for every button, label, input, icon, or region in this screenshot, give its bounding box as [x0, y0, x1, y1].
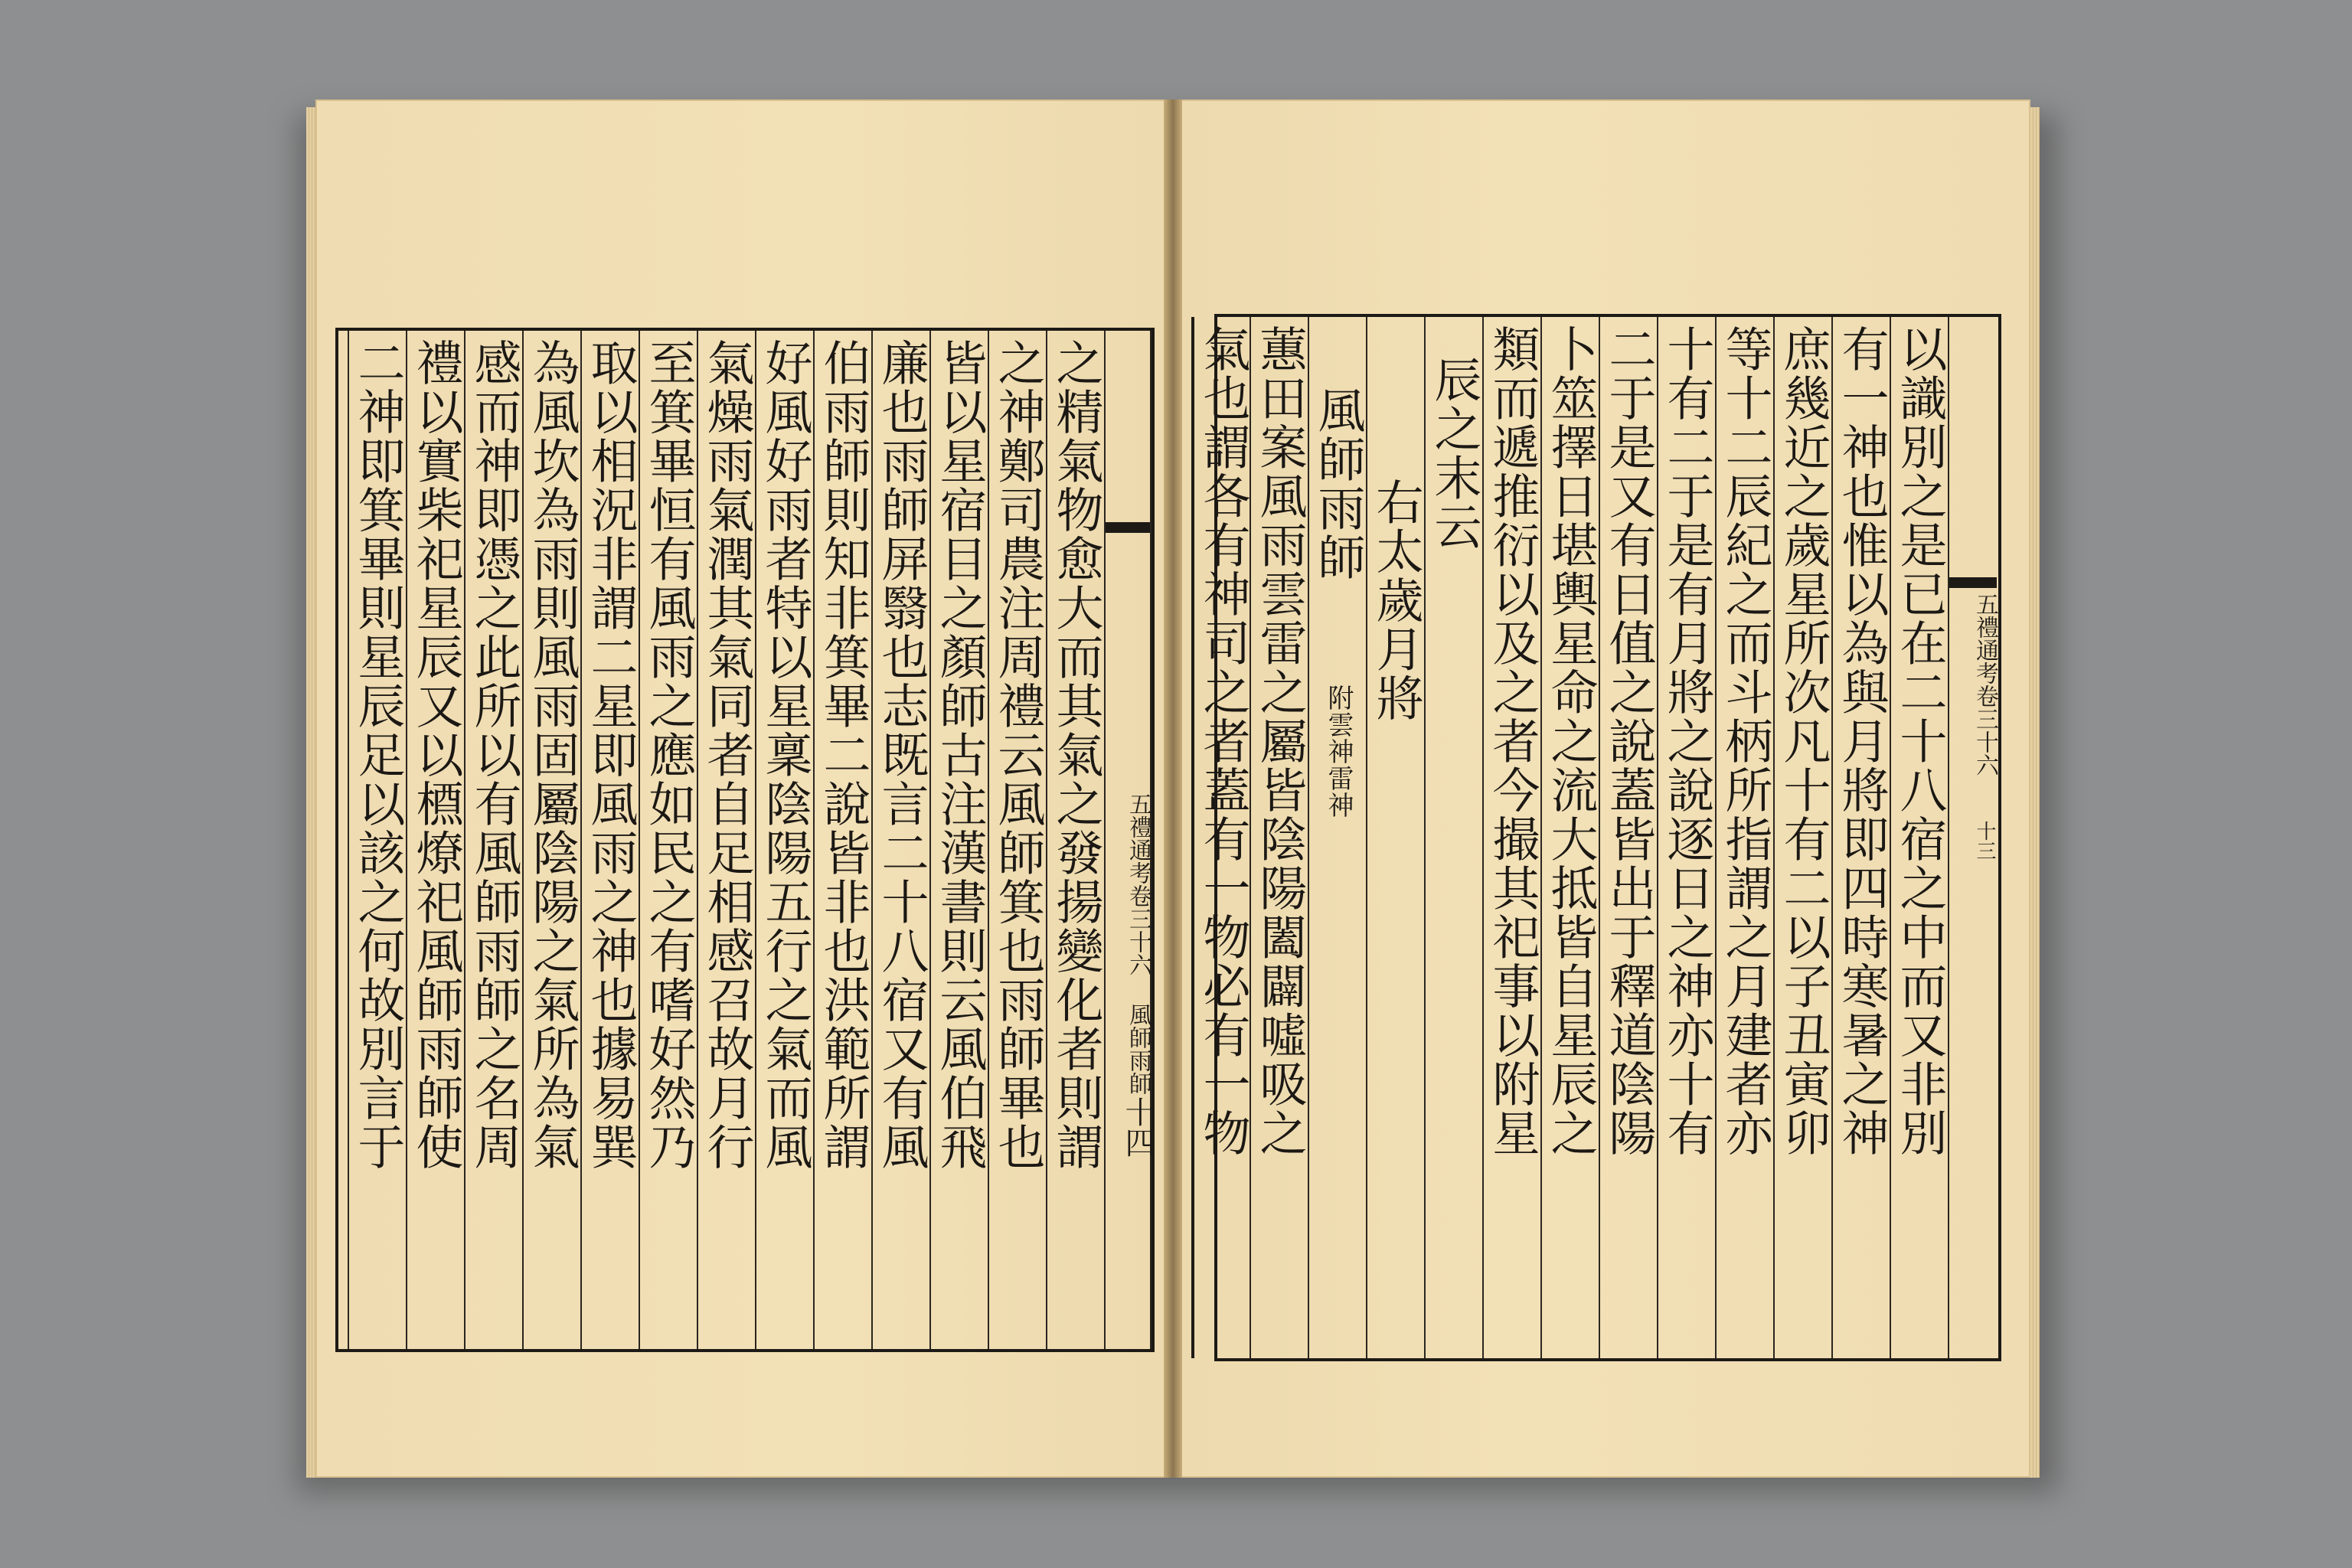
heading-wind-rain-master: 風師雨師 [1310, 386, 1366, 582]
left-col-11: 感而神即憑之此所以有風師雨師之名周 [464, 331, 524, 1349]
right-margin-title: 五禮通考卷三十六 [1971, 593, 1998, 776]
left-margin-title: 五禮通考卷三十六 風師雨師 [1125, 792, 1152, 1095]
fish-tail-mark-right [1949, 577, 1997, 588]
right-col-10: 右太歲月將 [1366, 317, 1426, 1358]
left-col-10: 為風坎為雨則風雨固屬陰陽之氣所為氣 [522, 331, 582, 1349]
left-col-6: 好風好雨者特以星稟陰陽五行之氣而風 [755, 331, 815, 1349]
right-col-11-heading [1308, 317, 1367, 1358]
right-col-7: 卜筮擇日堪輿星命之流大抵皆自星辰之 [1540, 317, 1600, 1358]
right-col-8: 類而遞推衍以及之者今撮其祀事以附星 [1482, 317, 1542, 1358]
right-margin-page-number-top: 十三 [1973, 821, 1996, 861]
left-col-9: 取以相況非謂二星即風雨之神也據易巽 [580, 331, 640, 1349]
left-col-1: 之精氣物愈大而其氣之發揚變化者則謂 [1046, 331, 1106, 1349]
right-col-2: 有一神也惟以為與月將即四時寒暑之神 [1831, 317, 1891, 1358]
right-col-6: 二于是又有日值之說蓋皆出于釋道陰陽 [1599, 317, 1658, 1358]
right-col-13: 氣也謂各有神司之者蓋有一物必有一物 [1191, 317, 1253, 1358]
left-col-13: 二神即箕畢則星辰足以該之何故別言于 [348, 331, 407, 1349]
left-text-frame [335, 328, 1155, 1352]
left-col-8: 至箕畢恒有風雨之應如民之有嗜好然乃 [639, 331, 698, 1349]
left-col-3: 皆以星宿目之顏師古注漢書則云風伯飛 [929, 331, 989, 1349]
left-col-5: 伯雨師則知非箕畢二說皆非也洪範所謂 [813, 331, 873, 1349]
left-col-2: 之神鄭司農注周禮云風師箕也雨師畢也 [988, 331, 1047, 1349]
left-margin-page-number: 十四 [1120, 1096, 1155, 1158]
right-col-4: 等十二辰紀之而斗柄所指謂之月建者亦 [1715, 317, 1775, 1358]
right-margin-column [1948, 317, 1997, 1358]
heading-note: 附雲神雷神 [1323, 684, 1354, 818]
left-col-7: 氣燥雨氣潤其氣同者自足相感召故月行 [697, 331, 756, 1349]
fish-tail-mark [1106, 522, 1150, 533]
right-col-3: 庶幾近之歲星所次凡十有二以子丑寅卯 [1773, 317, 1833, 1358]
left-col-4: 廉也雨師屏翳也志既言二十八宿又有風 [871, 331, 931, 1349]
right-col-9: 辰之末云 [1424, 317, 1484, 1358]
left-col-12: 禮以實柴祀星辰又以槱燎祀風師雨師使 [406, 331, 466, 1349]
book-gutter [1164, 100, 1182, 1478]
left-margin-column [1104, 331, 1155, 1349]
right-col-12: 蕙田案風雨雲雷之屬皆陰陽闔闢噓吸之 [1250, 317, 1309, 1358]
right-col-1: 以識別之是已在二十八宿之中而又非別 [1890, 317, 1949, 1358]
right-text-frame [1195, 314, 2001, 1361]
right-col-5: 十有二于是有月將之說逐日之神亦十有 [1657, 317, 1717, 1358]
